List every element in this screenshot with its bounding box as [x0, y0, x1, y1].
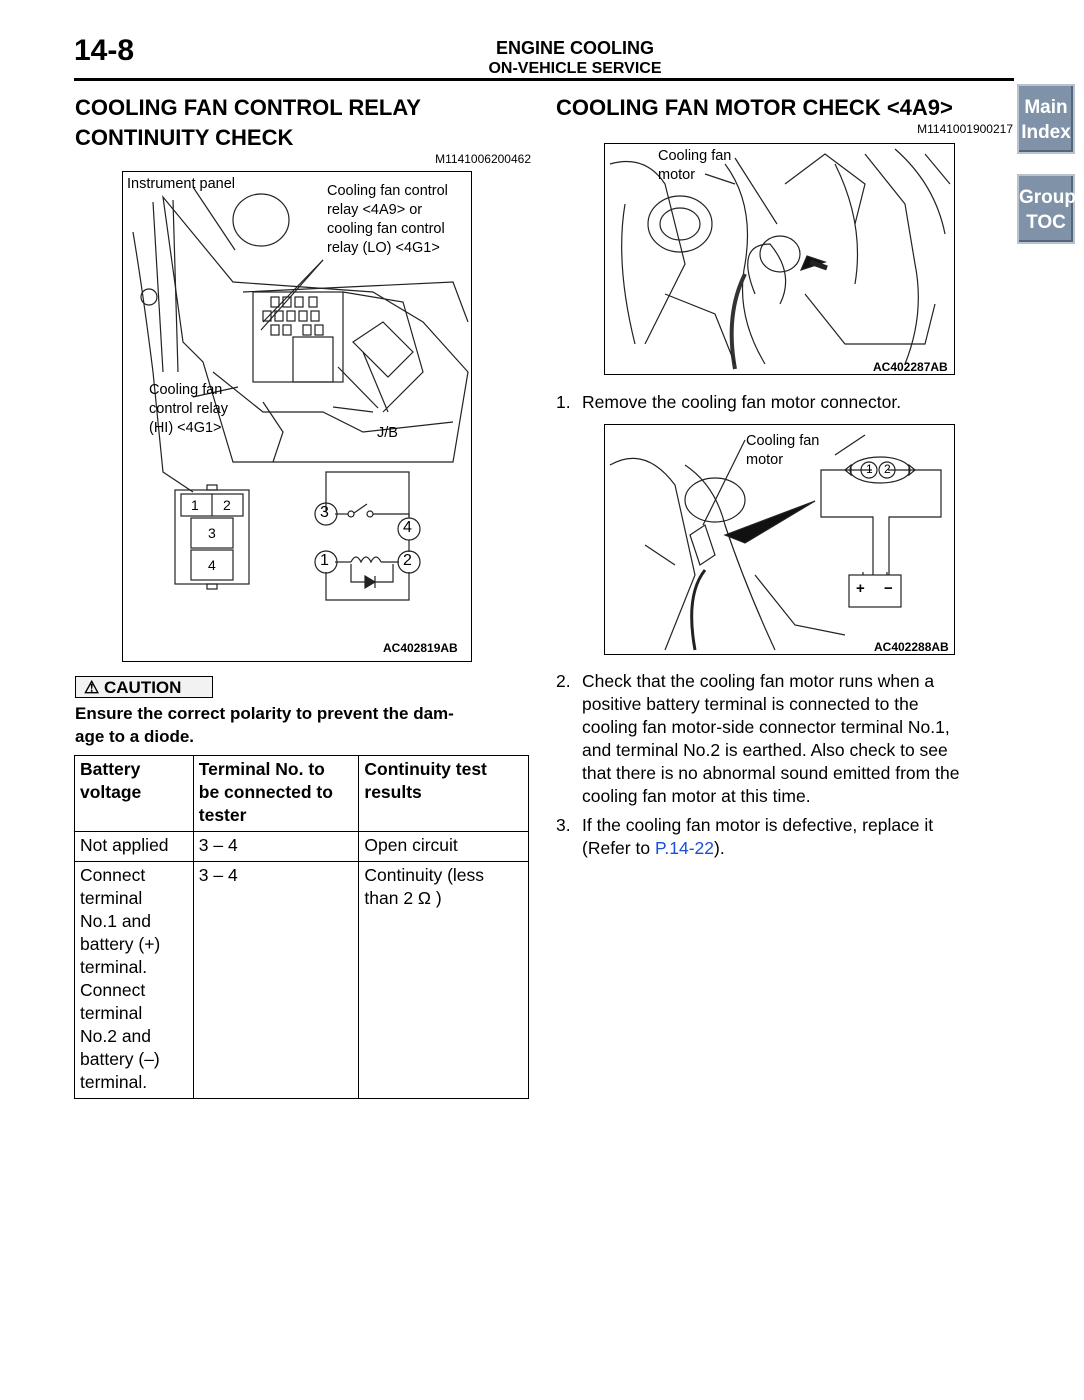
cell-line: battery (–) — [80, 1049, 160, 1069]
caution-text — [75, 702, 525, 748]
connector-terminal: 4 — [208, 557, 216, 573]
caution-box — [75, 676, 213, 698]
main-index-label-1: Main — [1024, 97, 1068, 118]
motor-location-figure — [604, 143, 955, 375]
connector-terminal: 1 — [191, 497, 199, 513]
cell-terminal: 3 – 4 — [193, 862, 359, 1099]
label-relay-hi — [149, 381, 228, 438]
label-relay-4a9-line: relay (LO) <4G1> — [327, 240, 440, 256]
label-relay-4a9-line: cooling fan control — [327, 221, 445, 237]
cell-line: terminal. — [80, 957, 148, 977]
header-rule — [74, 78, 1014, 81]
cell-line: Open circuit — [364, 835, 458, 855]
cell-line: Continuity (less — [364, 865, 485, 885]
cell-line: Connect — [80, 980, 146, 1000]
page-number: 14-8 — [74, 34, 135, 67]
step-number: 3. — [556, 815, 571, 835]
cell-result — [359, 832, 529, 862]
relay-check-code: M1141006200462 — [435, 152, 531, 166]
figure-code: AC402819AB — [383, 641, 458, 655]
cell-line: Not applied — [80, 835, 169, 855]
figure-code: AC402287AB — [873, 360, 948, 374]
relay-check-title-2: CONTINUITY CHECK — [75, 125, 294, 150]
main-index-label-2: Index — [1021, 122, 1071, 143]
warning-icon: ⚠ — [84, 678, 100, 697]
step-line — [582, 837, 1016, 860]
figure-code: AC402288AB — [874, 640, 949, 654]
circuit-terminal: 2 — [403, 552, 412, 569]
step-line: If the cooling fan motor is defective, replace it — [582, 815, 934, 835]
step-text-suffix: ). — [714, 838, 725, 858]
group-toc-label-1: Group — [1019, 187, 1076, 208]
circuit-terminal: 1 — [320, 552, 329, 569]
header-line: results — [364, 782, 422, 802]
header-line: Continuity test — [364, 759, 487, 779]
header-line: Battery — [80, 759, 141, 779]
label-jb: J/B — [377, 425, 398, 441]
label-line: Cooling fan — [746, 433, 820, 449]
header-line: be connected to — [198, 782, 333, 802]
step-2 — [556, 670, 1016, 808]
step-line: cooling fan motor at this time. — [582, 786, 811, 806]
cell-result — [359, 862, 529, 1099]
caution-text-line: Ensure the correct polarity to prevent the dam- — [75, 704, 454, 723]
label-relay-4a9-line: Cooling fan control — [327, 183, 448, 199]
connector-terminal: 2 — [884, 462, 891, 476]
circuit-terminal: 3 — [320, 504, 329, 521]
label-relay-hi-line: Cooling fan — [149, 382, 223, 398]
battery-minus-icon: − — [884, 580, 893, 597]
connector-terminal: 1 — [866, 462, 873, 476]
group-toc-button[interactable] — [1017, 174, 1075, 244]
continuity-table — [74, 755, 529, 1099]
motor-test-figure — [604, 424, 955, 655]
cell-voltage — [75, 862, 194, 1099]
header-line: voltage — [80, 782, 142, 802]
step-line: positive battery terminal is connected to the — [582, 694, 919, 714]
circuit-terminal: 4 — [403, 519, 412, 536]
cell-line: battery (+) — [80, 934, 161, 954]
label-relay-4a9-line: relay <4A9> or — [327, 202, 423, 218]
label-relay-hi-line: control relay — [149, 401, 228, 417]
group-toc-label-2: TOC — [1026, 212, 1066, 233]
step-1 — [556, 391, 1016, 414]
main-index-button[interactable] — [1017, 84, 1075, 154]
cell-terminal: 3 – 4 — [193, 832, 359, 862]
caution-text-line: age to a diode. — [75, 727, 195, 746]
header-continuity-results — [359, 756, 529, 832]
label-cooling-fan-motor — [658, 147, 731, 185]
relay-check-title-1: COOLING FAN CONTROL RELAY — [75, 95, 421, 120]
step-line: Check that the cooling fan motor runs when a — [582, 671, 935, 691]
step-text-prefix: (Refer to — [582, 838, 655, 858]
motor-check-title: COOLING FAN MOTOR CHECK <4A9> — [556, 95, 953, 120]
cell-line: No.2 and — [80, 1026, 152, 1046]
step-line: and terminal No.2 is earthed. Also check to see — [582, 740, 948, 760]
cell-voltage — [75, 832, 194, 862]
cell-line: terminal — [80, 1003, 143, 1023]
header-terminal-no — [193, 756, 359, 832]
label-instrument-panel: Instrument panel — [127, 176, 236, 192]
table-row — [75, 862, 529, 1099]
step-line: that there is no abnormal sound emitted from the — [582, 763, 960, 783]
motor-check-code: M1141001900217 — [917, 122, 1013, 136]
connector-terminal: 2 — [223, 497, 231, 513]
header-battery-voltage — [75, 756, 194, 832]
header-line: tester — [198, 805, 247, 825]
label-line: Cooling fan — [658, 148, 732, 164]
header-line: Terminal No. to — [198, 759, 325, 779]
section-title: ON-VEHICLE SERVICE — [488, 60, 662, 77]
cell-line: terminal. — [80, 1072, 148, 1092]
step-text — [556, 814, 1016, 860]
chapter-title: ENGINE COOLING — [495, 38, 654, 58]
table-row — [75, 832, 529, 862]
step-number: 1. — [556, 392, 571, 412]
cell-line: Connect — [80, 865, 146, 885]
label-line: motor — [746, 452, 784, 468]
step-text — [556, 670, 1016, 808]
cell-line: than 2 Ω ) — [364, 888, 442, 908]
connector-terminal: 3 — [208, 525, 216, 541]
caution-label: CAUTION — [103, 678, 182, 697]
label-line: motor — [658, 167, 696, 183]
table-header-row — [75, 756, 529, 832]
relay-location-figure — [122, 171, 472, 662]
cell-line: No.1 and — [80, 911, 152, 931]
page-reference-link[interactable]: P.14-22 — [654, 838, 714, 858]
step-3 — [556, 814, 1016, 860]
step-line: cooling fan motor-side connector terminal No.1, — [582, 717, 950, 737]
step-number: 2. — [556, 671, 571, 691]
label-cooling-fan-motor — [746, 432, 819, 470]
label-relay-4a9 — [327, 182, 448, 258]
label-relay-hi-line: (HI) <4G1> — [149, 420, 222, 436]
cell-line: terminal — [80, 888, 143, 908]
step-text: Remove the cooling fan motor connector. — [582, 392, 902, 412]
battery-plus-icon: + — [856, 580, 865, 597]
